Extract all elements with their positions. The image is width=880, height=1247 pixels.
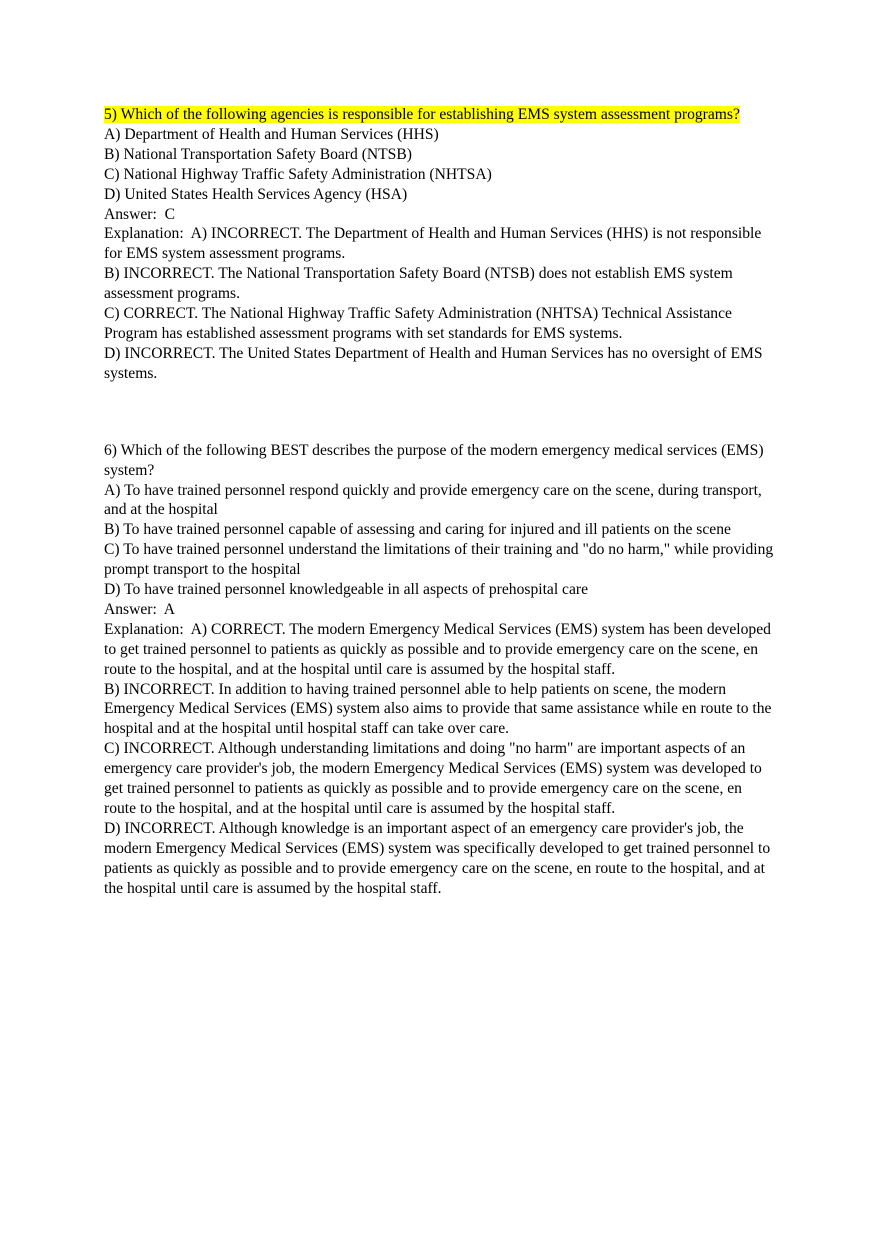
- option-c: C) To have trained personnel understand the limitations of their training and "do no harm," while providing prompt transport to the hospital: [104, 541, 778, 579]
- option-b: B) To have trained personnel capable of assessing and caring for injured and ill patients on the scene: [104, 521, 731, 539]
- explanation-b: B) INCORRECT. In addition to having trained personnel able to help patients on scene, the modern Emergency Medical Services (EMS) system also aims to provide that same assistance while en route to the hospital and at the hospital until hospital staff can take over care.: [104, 680, 776, 738]
- explanation-d: D) INCORRECT. Although knowledge is an important aspect of an emergency care provider's job, the modern Emergency Medical Services (EMS) system was specifically developed to get trained personnel to patients as quickly as possible and to provide emergency care on the scene, en route to the hospital, and at the hospital until care is assumed by the hospital staff.: [104, 819, 775, 897]
- question-block-5: [104, 105, 777, 384]
- question-block-6: [104, 441, 777, 899]
- explanation-b: B) INCORRECT. The National Transportation Safety Board (NTSB) does not establish EMS system assessment programs.: [104, 265, 737, 303]
- option-c: C) National Highway Traffic Safety Administration (NHTSA): [104, 165, 492, 183]
- option-d: D) To have trained personnel knowledgeable in all aspects of prehospital care: [104, 581, 589, 599]
- highlighted-question-text: 5) Which of the following agencies is responsible for establishing EMS system assessment programs?: [104, 106, 740, 123]
- document-content: [104, 105, 777, 899]
- option-a: A) To have trained personnel respond quickly and provide emergency care on the scene, during transport, and at the hospital: [104, 481, 766, 519]
- option-b: B) National Transportation Safety Board (NTSB): [104, 145, 412, 163]
- answer-line: Answer: A: [104, 600, 176, 618]
- question-text: [104, 105, 777, 125]
- question-text: 6) Which of the following BEST describes the purpose of the modern emergency medical services (EMS) system?: [104, 441, 768, 479]
- explanation-a: Explanation: A) CORRECT. The modern Emergency Medical Services (EMS) system has been developed to get trained personnel to patients as quickly as possible and to provide emergency care on the scene, en route to the hospital, and at the hospital until care is assumed by the hospital staff.: [104, 620, 775, 678]
- explanation-d: D) INCORRECT. The United States Department of Health and Human Services has no oversight of EMS systems.: [104, 344, 767, 382]
- explanation-c: C) INCORRECT. Although understanding limitations and doing "no harm" are important aspects of an emergency care provider's job, the modern Emergency Medical Services (EMS) system was developed to get trained personnel to patients as quickly as possible and to provide emergency care on the scene, en route to the hospital, and at the hospital until care is assumed by the hospital staff.: [104, 740, 766, 817]
- option-d: D) United States Health Services Agency (HSA): [104, 185, 408, 203]
- explanation-c: C) CORRECT. The National Highway Traffic Safety Administration (NHTSA) Technical Assistance Program has established assessment programs with set standards for EMS systems.: [104, 305, 736, 342]
- option-a: A) Department of Health and Human Services (HHS): [104, 125, 439, 143]
- question-spacer: [104, 384, 777, 441]
- answer-line: Answer: C: [104, 205, 176, 223]
- explanation-a: Explanation: A) INCORRECT. The Department of Health and Human Services (HHS) is not responsible for EMS system assessment programs.: [104, 225, 766, 263]
